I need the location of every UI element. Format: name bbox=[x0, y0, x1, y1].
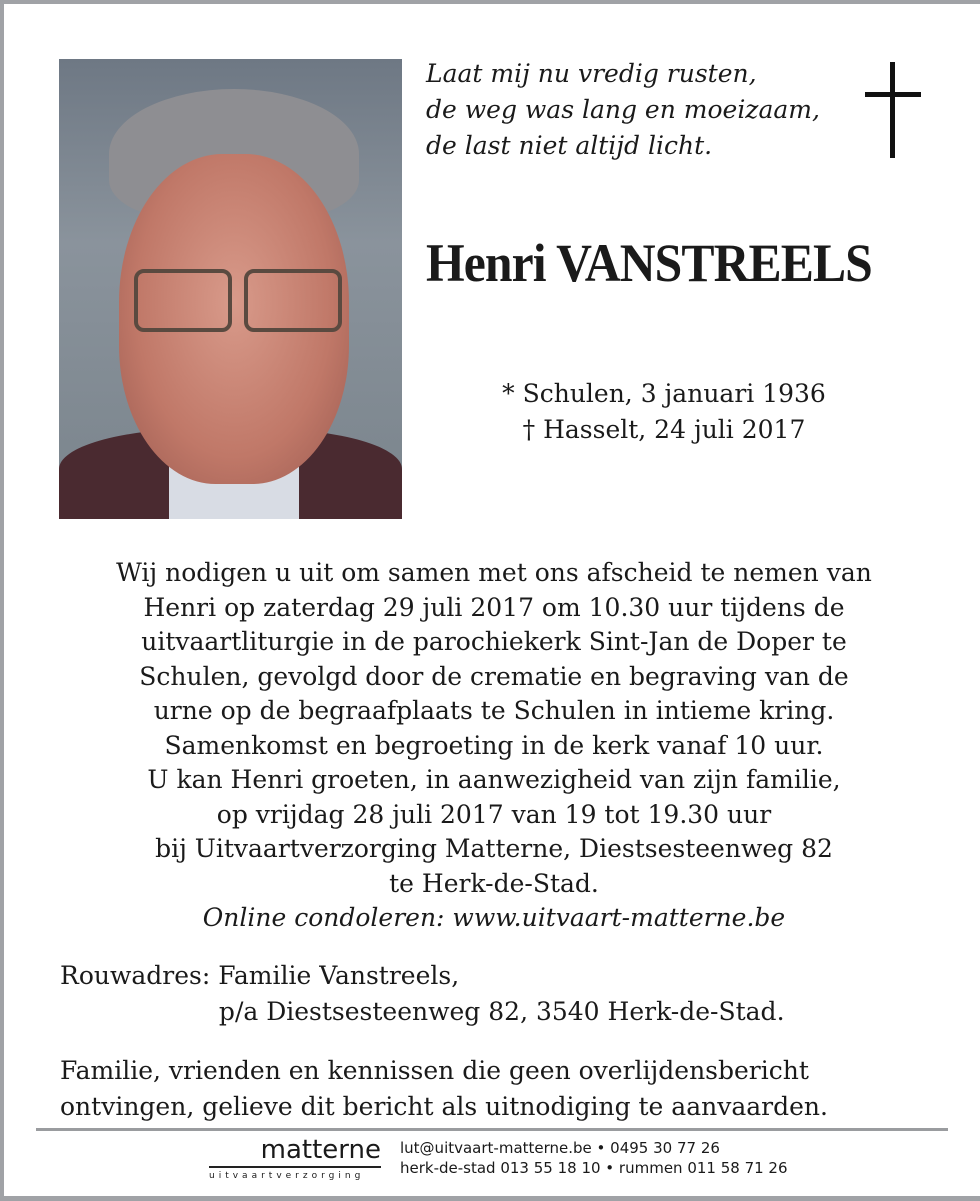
body-line: U kan Henri groeten, in aanwezigheid van zijn familie, bbox=[147, 765, 841, 794]
note-line: ontvingen, gelieve dit bericht als uitnodiging te aanvaarden. bbox=[60, 1092, 828, 1121]
cross-icon bbox=[865, 62, 921, 158]
divider bbox=[36, 1128, 948, 1131]
mourning-address bbox=[60, 958, 785, 1030]
contact-line: herk-de-stad 013 55 18 10 • rummen 011 58 71 26 bbox=[400, 1159, 788, 1177]
life-dates bbox=[444, 376, 884, 448]
poem bbox=[426, 56, 820, 164]
matterne-logo bbox=[209, 1136, 381, 1182]
address-line: p/a Diestsesteenweg 82, 3540 Herk-de-Stad. bbox=[60, 997, 785, 1026]
contact-line: lut@uitvaart-matterne.be • 0495 30 77 26 bbox=[400, 1139, 720, 1157]
logo-subtitle: uitvaartverzorging bbox=[209, 1171, 365, 1181]
poem-line: de last niet altijd licht. bbox=[426, 131, 713, 160]
birth-date: * Schulen, 3 januari 1936 bbox=[502, 379, 826, 408]
note-line: Familie, vrienden en kennissen die geen overlijdensbericht bbox=[60, 1056, 809, 1085]
poem-line: de weg was lang en moeizaam, bbox=[426, 95, 820, 124]
body-line: Samenkomst en begroeting in de kerk vanaf 10 uur. bbox=[164, 730, 824, 760]
closing-note bbox=[60, 1053, 828, 1125]
body-line: Wij nodigen u uit om samen met ons afscheid te nemen van bbox=[116, 558, 872, 587]
body-line: bij Uitvaartverzorging Matterne, Diestsesteenweg 82 bbox=[155, 834, 833, 863]
body-line: uitvaartliturgie in de parochiekerk Sint-Jan de Doper te bbox=[141, 627, 847, 656]
body-line: Henri op zaterdag 29 juli 2017 om 10.30 uur tijdens de bbox=[143, 592, 845, 622]
deceased-name: Henri VANSTREELS bbox=[426, 233, 872, 293]
body-line: Schulen, gevolgd door de crematie en begraving van de bbox=[139, 661, 849, 691]
body-line: op vrijdag 28 juli 2017 van 19 tot 19.30 uur bbox=[216, 799, 772, 829]
bottom-border bbox=[4, 1196, 980, 1201]
poem-line: Laat mij nu vredig rusten, bbox=[426, 59, 757, 88]
invitation-text bbox=[4, 556, 980, 936]
contact-info bbox=[400, 1138, 788, 1178]
address-line: Rouwadres: Familie Vanstreels, bbox=[60, 961, 460, 990]
death-date: † Hasselt, 24 juli 2017 bbox=[522, 415, 806, 444]
online-condolence-link[interactable]: Online condoleren: www.uitvaart-matterne.be bbox=[202, 903, 786, 932]
logo-text: matterne bbox=[260, 1135, 381, 1165]
body-line: te Herk-de-Stad. bbox=[389, 868, 599, 898]
body-line: urne op de begraafplaats te Schulen in intieme kring. bbox=[153, 696, 835, 725]
portrait-photo bbox=[59, 59, 402, 519]
